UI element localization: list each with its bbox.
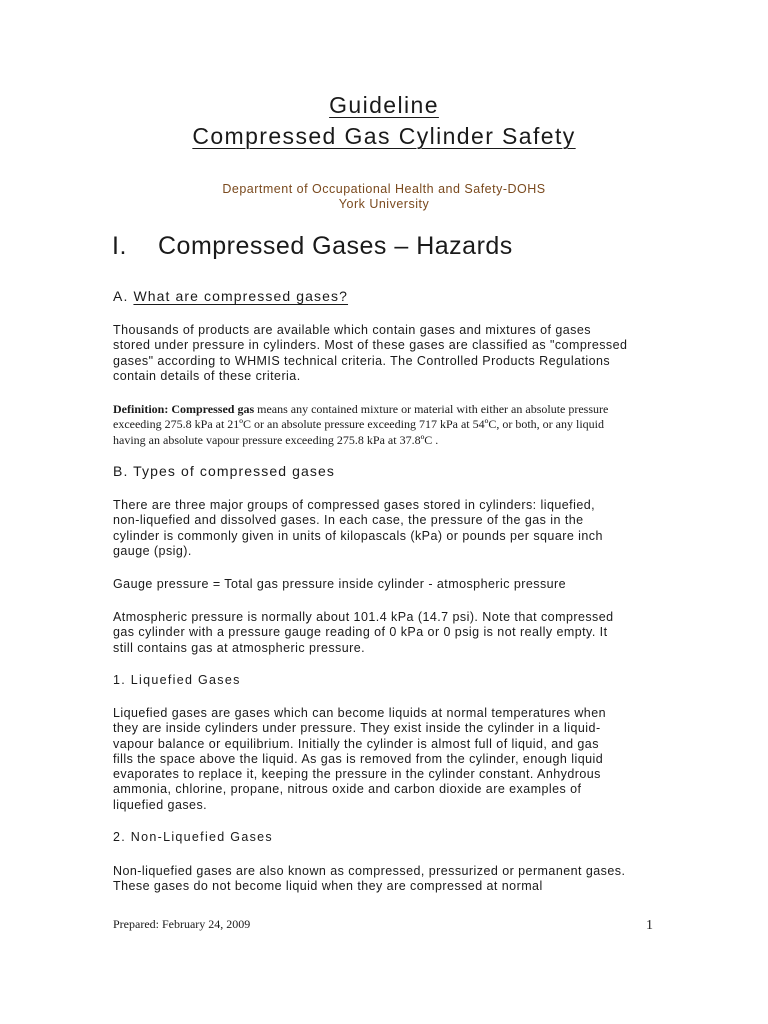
title-line-2: Compressed Gas Cylinder Safety xyxy=(192,123,576,149)
paragraph-liquefied xyxy=(113,706,653,813)
paragraph-compressed-gases xyxy=(113,323,653,384)
paragraph-line: stored under pressure in cylinders. Most of these gases are classified as "compressed xyxy=(113,338,628,353)
paragraph-line: liquefied gases. xyxy=(113,797,208,812)
paragraph-line: non-liquefied and dissolved gases. In each case, the pressure of the gas in the xyxy=(113,513,584,528)
paragraph-line: ammonia, chlorine, propane, nitrous oxide and carbon dioxide are examples of xyxy=(113,782,582,797)
definition-line: having an absolute vapour pressure exceeding 275.8 kPa at 37.8ºC . xyxy=(113,432,439,447)
paragraph-atmospheric xyxy=(113,610,653,656)
title-line-1: Guideline xyxy=(329,92,439,118)
document-title xyxy=(0,92,768,119)
paragraph-line: Atmospheric pressure is normally about 101.4 kPa (14.7 psi). Note that compressed xyxy=(113,610,614,624)
page-number: 1 xyxy=(646,918,653,933)
paragraph-line: Non-liquefied gases are also known as compressed, pressurized or permanent gases. xyxy=(113,864,626,878)
section-title: Compressed Gases – Hazards xyxy=(158,232,513,260)
paragraph-line: Liquefied gases are gases which can become liquids at normal temperatures when xyxy=(113,706,606,720)
paragraph-line: gases" according to WHMIS technical criteria. The Controlled Products Regulations xyxy=(113,353,611,368)
paragraph-line: cylinder is commonly given in units of kilopascals (kPa) or pounds per square inch xyxy=(113,528,603,543)
section-number: I. xyxy=(112,232,127,260)
subsection-b-heading: B. Types of compressed gases xyxy=(113,463,335,479)
paragraph-line: they are inside cylinders under pressure. They exist inside the cylinder in a liquid- xyxy=(113,721,601,736)
university-name: York University xyxy=(338,197,430,211)
paragraph-line: still contains gas at atmospheric pressure. xyxy=(113,640,366,655)
department-name: Department of Occupational Health and Safety-DOHS xyxy=(222,182,546,196)
paragraph-line: gauge (psig). xyxy=(113,543,192,558)
liquefied-gases-heading: 1. Liquefied Gases xyxy=(113,673,241,687)
definition-block xyxy=(113,402,608,448)
subsection-a-prefix: A. xyxy=(113,288,129,304)
formula-line: Gauge pressure = Total gas pressure inside cylinder - atmospheric pressure xyxy=(113,577,567,591)
paragraph-line: evaporates to replace it, keeping the pressure in the cylinder constant. Anhydrous xyxy=(113,767,601,782)
definition-line xyxy=(113,402,608,417)
definition-line: exceeding 275.8 kPa at 21ºC or an absolute pressure exceeding 717 kPa at 54ºC, or both, or any liquid xyxy=(113,417,604,432)
subsection-a-heading xyxy=(113,288,348,304)
paragraph-line: gas cylinder with a pressure gauge reading of 0 kPa or 0 psig is not really empty. It xyxy=(113,625,608,640)
gauge-pressure-formula xyxy=(113,577,653,592)
prepared-date: Prepared: February 24, 2009 xyxy=(113,917,251,931)
document-subtitle xyxy=(0,123,768,150)
definition-term: Definition: Compressed gas xyxy=(113,402,255,416)
subsection-a-title: What are compressed gases? xyxy=(133,288,349,304)
paragraph-line: vapour balance or equilibrium. Initially the cylinder is almost full of liquid, and gas xyxy=(113,736,599,751)
paragraph-non-liquefied xyxy=(113,864,653,895)
non-liquefied-gases-heading: 2. Non-Liquefied Gases xyxy=(113,830,273,844)
paragraph-types xyxy=(113,498,653,559)
paragraph-line: These gases do not become liquid when they are compressed at normal xyxy=(113,879,543,894)
definition-text: means any contained mixture or material with either an absolute pressure xyxy=(254,402,609,416)
paragraph-line: There are three major groups of compressed gases stored in cylinders: liquefied, xyxy=(113,498,596,512)
paragraph-line: Thousands of products are available which contain gases and mixtures of gases xyxy=(113,323,591,337)
paragraph-line: fills the space above the liquid. As gas is removed from the cylinder, enough liquid xyxy=(113,751,604,766)
section-heading xyxy=(112,232,513,261)
paragraph-line: contain details of these criteria. xyxy=(113,368,301,383)
